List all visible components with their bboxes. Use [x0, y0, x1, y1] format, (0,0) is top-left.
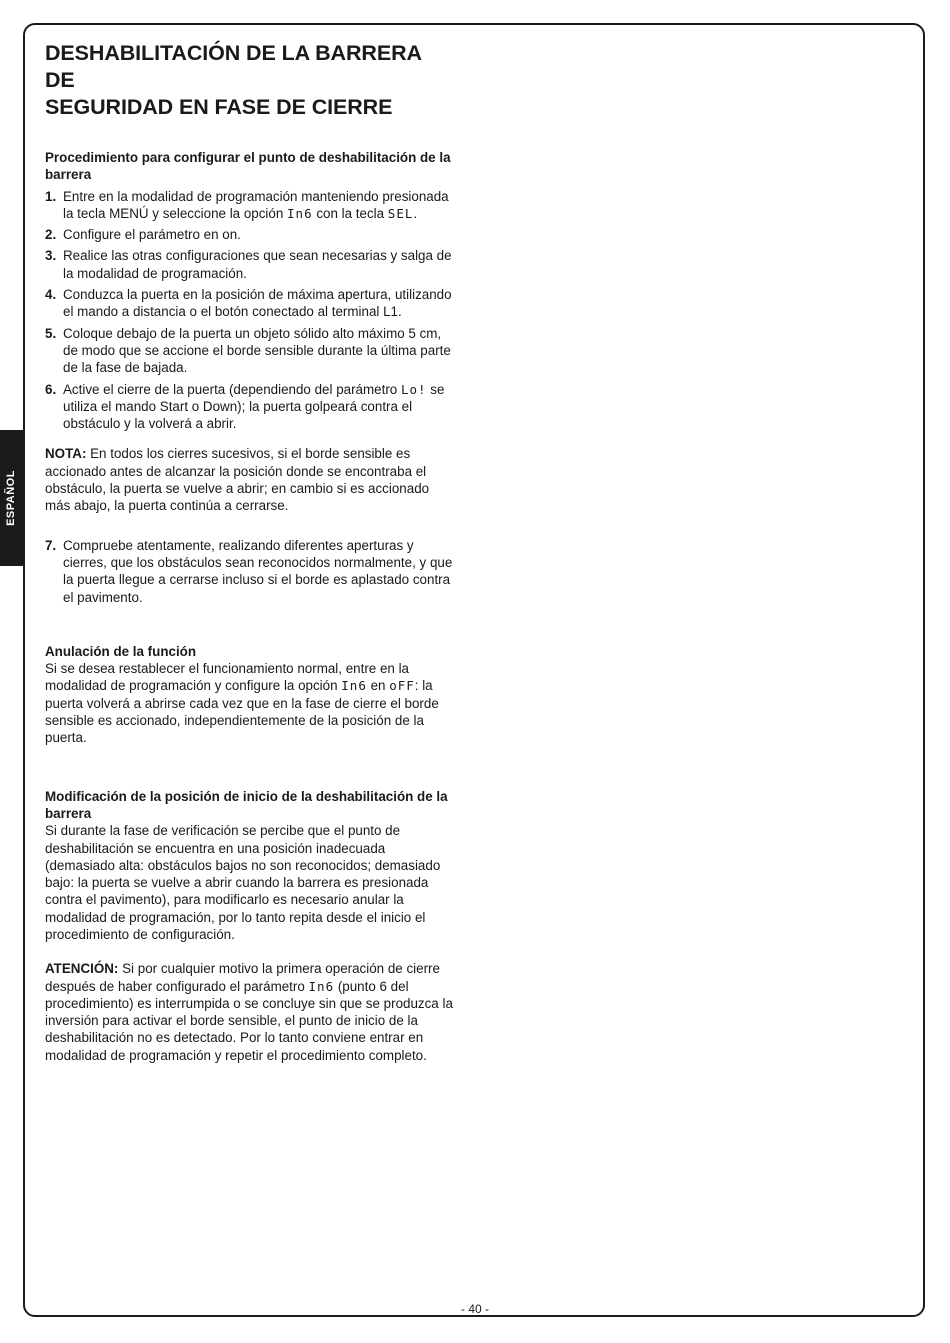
procedure-heading: Procedimiento para configurar el punto de deshabilitación de la barrera [45, 150, 451, 183]
lcd-code: In6 [341, 678, 367, 694]
list-item: 1. Entre en la modalidad de programación manteniendo presionada la tecla MENÚ y seleccione la opción In6 con la tecla SEL. [45, 188, 449, 221]
cancel-function-text: Si se desea restablecer el funcionamiento normal, entre en la modalidad de programación y configure la opción In6 en oFF: la puerta volverá a abrirse cada vez que en la fase de cierre el borde sensible es accionado, independientemente de la posición de la puerta. [45, 661, 439, 746]
main-content [45, 40, 455, 1064]
warning-paragraph: ATENCIÓN: Si por cualquier motivo la primera operación de cierre después de haber configurado el parámetro In6 (punto 6 del procedimiento) es interrumpida o se concluye sin que se produzca la inversión para activar el borde sensible, el punto de inicio de la deshabilitación no es detectado. Por lo tanto conviene entrar en modalidad de programación y repetir el procedimiento completo. [45, 961, 453, 1063]
list-item: 4. Conduzca la puerta en la posición de máxima apertura, utilizando el mando a distancia o el botón conectado al terminal L1. [45, 287, 452, 320]
procedure-steps [45, 188, 455, 433]
page-number: - 40 - [460, 1302, 489, 1316]
modify-position-section [45, 788, 455, 944]
note-paragraph: NOTA: En todos los cierres sucesivos, si el borde sensible es accionado antes de alcanzar la posición donde se encontraba el obstáculo, la puerta se vuelve a abrir; en cambio si es accionado más abajo, la puerta continúa a cerrarse. [45, 446, 430, 514]
list-item: 7. Compruebe atentamente, realizando diferentes aperturas y cierres, que los obstáculos sean reconocidos normalmente, y que la puerta llegue a cerrarse incluso si el borde es aplastado contra el pavimento. [45, 537, 453, 605]
list-item: 3. Realice las otras configuraciones que sean necesarias y salga de la modalidad de programación. [45, 248, 452, 281]
note-label: NOTA: [45, 446, 87, 462]
lcd-code: Lo! [400, 381, 427, 397]
modify-position-text: Si durante la fase de verificación se percibe que el punto de deshabilitación se encuentra en una posición inadecuada (demasiado alta: obstáculos bajos no son reconocidos; demasiado bajo: la puerta se vuelve a abrir cuando la barrera es presionada contra el pavimento), para modificarlo es necesario anular la modalidad de programación, por lo tanto repita desde el inicio el procedimiento de configuración. [45, 823, 441, 942]
cancel-function-heading: Anulación de la función [45, 643, 197, 659]
lcd-code: In6 [308, 978, 335, 994]
modify-position-heading: Modificación de la posición de inicio de la deshabilitación de la barrera [45, 788, 448, 821]
language-tab-label: ESPAÑOL [5, 470, 17, 526]
lcd-code: oFF [389, 678, 415, 694]
list-item: 6. Active el cierre de la puerta (dependiendo del parámetro Lo! se utiliza el mando Start o Down); la puerta golpeará contra el obstáculo y la volverá a abrir. [45, 381, 445, 432]
warning-label: ATENCIÓN: [45, 961, 119, 977]
list-item: 5. Coloque debajo de la puerta un objeto sólido alto máximo 5 cm, de modo que se accione el borde sensible durante la última parte de la fase de bajada. [45, 325, 451, 376]
cancel-function-section [45, 643, 455, 747]
page-title: DESHABILITACIÓN DE LA BARRERA DE SEGURIDAD EN FASE DE CIERRE [45, 41, 422, 119]
procedure-section [45, 149, 455, 432]
lcd-code: In6 [287, 205, 313, 221]
procedure-step-7 [45, 537, 455, 606]
lcd-code: SEL [387, 205, 414, 221]
list-item: 2. Configure el parámetro en on. [45, 227, 241, 243]
